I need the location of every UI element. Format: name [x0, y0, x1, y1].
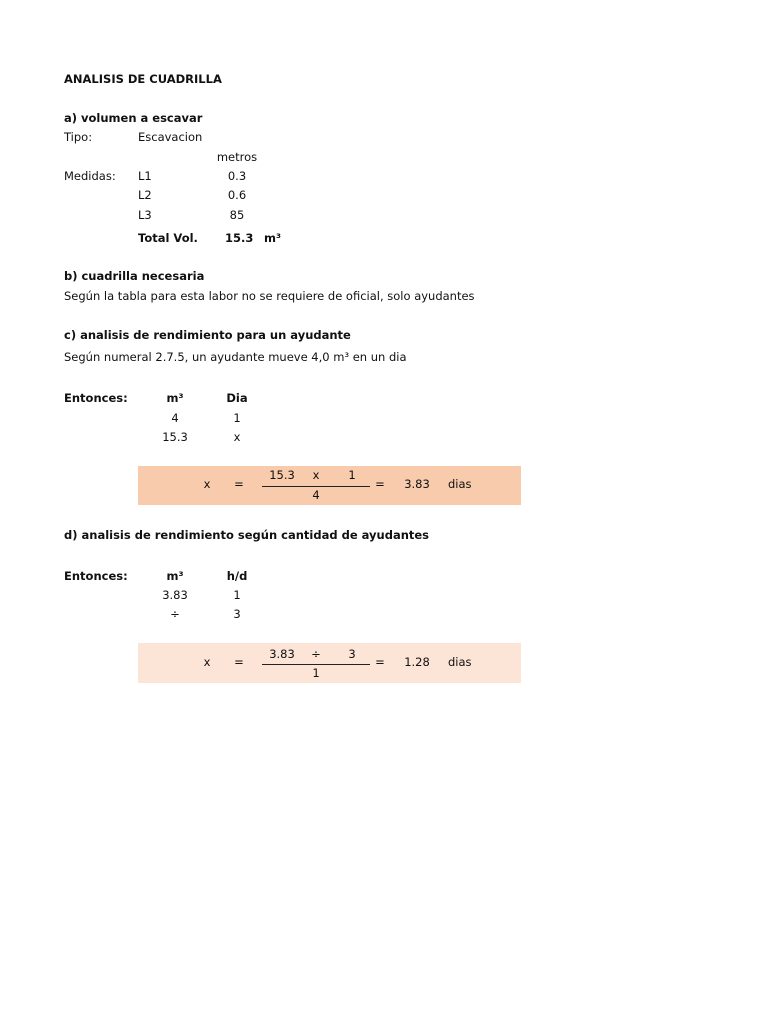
formula-c-eq2: = — [375, 477, 385, 491]
table-cell-c-r2-c2: x — [233, 430, 241, 444]
unit-header: metros — [216, 150, 258, 164]
table-cell-c-r2-c1: 15.3 — [162, 430, 188, 444]
measure-label-l1: L1 — [138, 169, 152, 183]
section-b-text: Según la tabla para esta labor no se requiere de oficial, solo ayudantes — [64, 289, 475, 303]
formula-d-eq2: = — [375, 655, 385, 669]
entonces-label-d: Entonces: — [64, 569, 128, 583]
table-cell-d-r1-c1: 3.83 — [162, 588, 188, 602]
formula-c-result: 3.83 — [404, 477, 430, 491]
measure-label-l2: L2 — [138, 188, 152, 202]
formula-c-var: x — [203, 477, 211, 491]
tipo-value: Escavacion — [138, 130, 203, 144]
section-a-heading: a) volumen a escavar — [64, 111, 203, 125]
measure-value-l3: 85 — [229, 208, 245, 222]
table-cell-d-r2-c2: 3 — [233, 607, 241, 621]
section-c-text: Según numeral 2.7.5, un ayudante mueve 4,0 m³ en un dia — [64, 350, 407, 364]
formula-c-eq: = — [234, 477, 244, 491]
formula-d-num-a: 3.83 — [269, 647, 295, 661]
col2-header-d: h/d — [226, 569, 248, 583]
formula-d-result: 1.28 — [404, 655, 430, 669]
formula-d-num-b: 3 — [348, 647, 356, 661]
entonces-label-c: Entonces: — [64, 391, 128, 405]
col1-header-c: m³ — [166, 391, 184, 405]
table-cell-c-r1-c1: 4 — [171, 411, 179, 425]
page-title: ANALISIS DE CUADRILLA — [64, 72, 222, 86]
formula-d-denominator: 1 — [312, 666, 320, 680]
fraction-bar-c — [262, 486, 370, 487]
col1-header-d: m³ — [166, 569, 184, 583]
formula-d-unit: dias — [448, 655, 472, 669]
total-value: 15.3 — [225, 231, 254, 245]
total-unit: m³ — [264, 231, 282, 245]
formula-c-op: x — [312, 468, 320, 482]
tipo-label: Tipo: — [64, 130, 93, 144]
medidas-label: Medidas: — [64, 169, 116, 183]
total-label: Total Vol. — [138, 231, 198, 245]
col2-header-c: Dia — [226, 391, 248, 405]
measure-value-l1: 0.3 — [227, 169, 247, 183]
table-cell-d-r1-c2: 1 — [233, 588, 241, 602]
formula-d-op: ÷ — [311, 647, 321, 661]
formula-d-var: x — [203, 655, 211, 669]
table-cell-c-r1-c2: 1 — [233, 411, 241, 425]
section-d-heading: d) analisis de rendimiento según cantidad de ayudantes — [64, 528, 430, 542]
table-cell-d-r2-c1: ÷ — [170, 607, 180, 621]
section-c-heading: c) analisis de rendimiento para un ayudante — [64, 328, 351, 342]
formula-c-num-a: 15.3 — [269, 468, 295, 482]
formula-d-eq: = — [234, 655, 244, 669]
formula-c-denominator: 4 — [312, 488, 320, 502]
formula-c-unit: dias — [448, 477, 472, 491]
measure-label-l3: L3 — [138, 208, 152, 222]
formula-c-num-b: 1 — [348, 468, 356, 482]
fraction-bar-d — [262, 664, 370, 665]
section-b-heading: b) cuadrilla necesaria — [64, 269, 205, 283]
measure-value-l2: 0.6 — [227, 188, 247, 202]
